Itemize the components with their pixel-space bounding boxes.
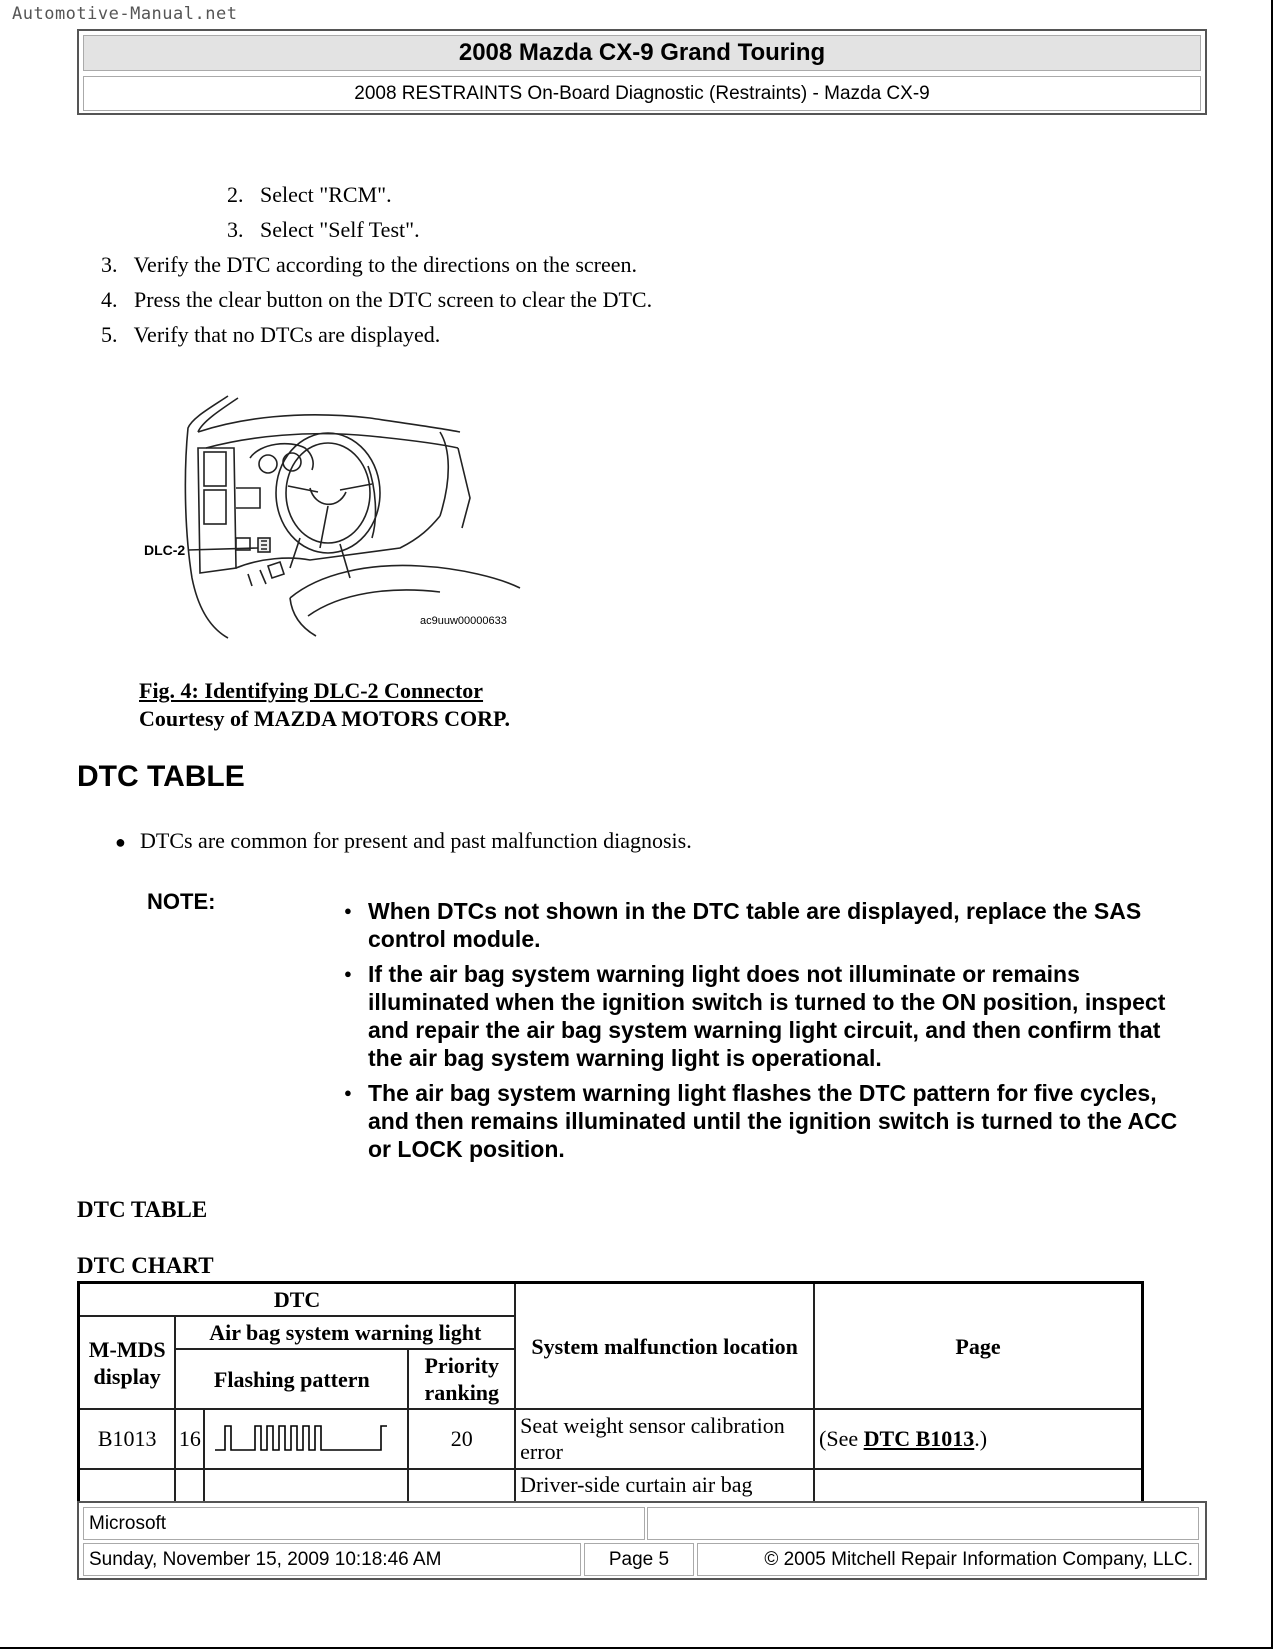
footer-page-number: Page 5 bbox=[584, 1543, 694, 1576]
bullet-text: DTCs are common for present and past malfunction diagnosis. bbox=[140, 828, 692, 853]
note-item: ● When DTCs not shown in the DTC table are displayed, replace the SAS control module. bbox=[342, 897, 1180, 953]
table-row bbox=[79, 1469, 1143, 1501]
dtc-chart-table bbox=[77, 1281, 1144, 1501]
step-text: Verify the DTC according to the directions on the screen. bbox=[133, 252, 637, 277]
document-title: 2008 Mazda CX-9 Grand Touring bbox=[83, 35, 1201, 71]
watermark: Automotive-Manual.net bbox=[12, 4, 238, 24]
step-number: 4. bbox=[101, 287, 118, 312]
footer-source: Microsoft bbox=[83, 1507, 645, 1540]
step-number: 5. bbox=[101, 322, 118, 347]
dtc-table-heading: DTC TABLE bbox=[77, 1197, 208, 1222]
cell-location: Driver-side curtain air bag bbox=[515, 1469, 814, 1501]
header-warning-light: Air bag system warning light bbox=[175, 1316, 515, 1349]
step-text: Press the clear button on the DTC screen to clear the DTC. bbox=[134, 287, 653, 312]
header-location: System malfunction location bbox=[515, 1283, 814, 1410]
cell-flashing-pattern bbox=[204, 1469, 408, 1501]
footer-empty-cell bbox=[647, 1507, 1199, 1540]
footer-date: Sunday, November 15, 2009 10:18:46 AM bbox=[83, 1543, 581, 1576]
step-number: 3. bbox=[101, 252, 118, 277]
header-priority: Priority ranking bbox=[408, 1349, 515, 1409]
table-row bbox=[79, 1409, 1143, 1469]
header-dtc: DTC bbox=[79, 1283, 516, 1317]
step-number: 2. bbox=[227, 182, 244, 207]
cell-page bbox=[814, 1409, 1142, 1469]
cell-priority: 20 bbox=[408, 1409, 515, 1469]
header-mmds: M-MDS display bbox=[79, 1316, 176, 1409]
page-ref-suffix: .) bbox=[974, 1426, 988, 1451]
cell-code bbox=[175, 1469, 204, 1501]
note-item: ● The air bag system warning light flashes the DTC pattern for five cycles, and then remains illuminated until the ignition switch is turned to the ACC or LOCK position. bbox=[342, 1079, 1180, 1163]
document-subtitle: 2008 RESTRAINTS On-Board Diagnostic (Restraints) - Mazda CX-9 bbox=[83, 76, 1201, 111]
step-text: Verify that no DTCs are displayed. bbox=[133, 322, 441, 347]
cell-mmds bbox=[79, 1469, 176, 1501]
section-title: DTC TABLE bbox=[77, 760, 245, 793]
flashing-pattern-icon bbox=[211, 1416, 401, 1456]
header-page: Page bbox=[814, 1283, 1142, 1410]
document-footer bbox=[77, 1501, 1207, 1580]
cell-code: 16 bbox=[175, 1409, 204, 1469]
footer-copyright: © 2005 Mitchell Repair Information Company, LLC. bbox=[697, 1543, 1199, 1576]
dtc-chart-heading: DTC CHART bbox=[77, 1253, 214, 1278]
cell-mmds: B1013 bbox=[79, 1409, 176, 1469]
step-text: Select "Self Test". bbox=[260, 217, 420, 242]
page-ref-prefix: (See bbox=[819, 1426, 864, 1451]
step-text: Select "RCM". bbox=[260, 182, 392, 207]
bullet-icon: ● bbox=[115, 832, 126, 852]
figure-caption-title[interactable]: Fig. 4: Identifying DLC-2 Connector bbox=[139, 678, 484, 703]
dtc-b1013-link[interactable]: DTC B1013 bbox=[863, 1426, 975, 1451]
cell-page bbox=[814, 1469, 1142, 1501]
note-item: ● If the air bag system warning light does not illuminate or remains illuminated when the ignition switch is turned to the ON position, inspect and repair the air bag system warning light circuit, and then confirm that the air bag system warning light is operational. bbox=[342, 960, 1180, 1072]
figure-courtesy: Courtesy of MAZDA MOTORS CORP. bbox=[139, 706, 510, 731]
note-label: NOTE: bbox=[147, 889, 216, 914]
figure-code: ac9uuw00000633 bbox=[420, 615, 507, 627]
step-number: 3. bbox=[227, 217, 244, 242]
header-flashing-pattern: Flashing pattern bbox=[175, 1349, 408, 1409]
cell-flashing-pattern bbox=[204, 1409, 408, 1469]
cell-location: Seat weight sensor calibration error bbox=[515, 1409, 814, 1469]
dlc2-callout-label: DLC-2 bbox=[144, 542, 186, 558]
cell-priority bbox=[408, 1469, 515, 1501]
